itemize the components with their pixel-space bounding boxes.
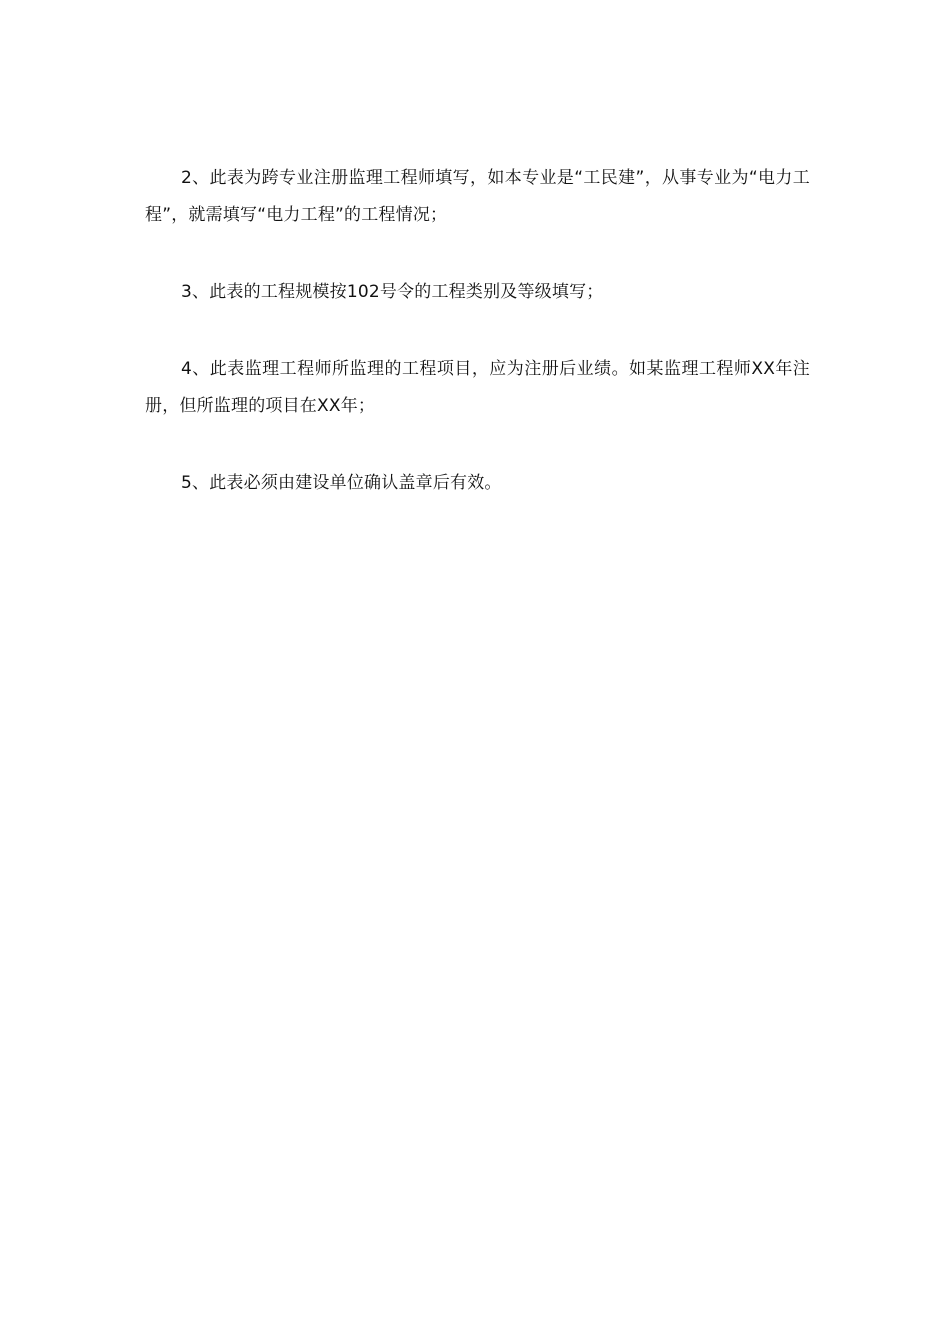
- note-2: 2、此表为跨专业注册监理工程师填写，如本专业是“工民建”，从事专业为“电力工程”，就需填写“电力工程”的工程情况；: [145, 168, 810, 225]
- note-3: 3、此表的工程规模按102号令的工程类别及等级填写；: [181, 282, 604, 302]
- note-5: 5、此表必须由建设单位确认盖章后有效。: [181, 473, 502, 493]
- note-4: 4、此表监理工程师所监理的工程项目，应为注册后业绩。如某监理工程师XX年注册，但所监理的项目在XX年；: [145, 359, 810, 416]
- notes-list: [145, 160, 810, 502]
